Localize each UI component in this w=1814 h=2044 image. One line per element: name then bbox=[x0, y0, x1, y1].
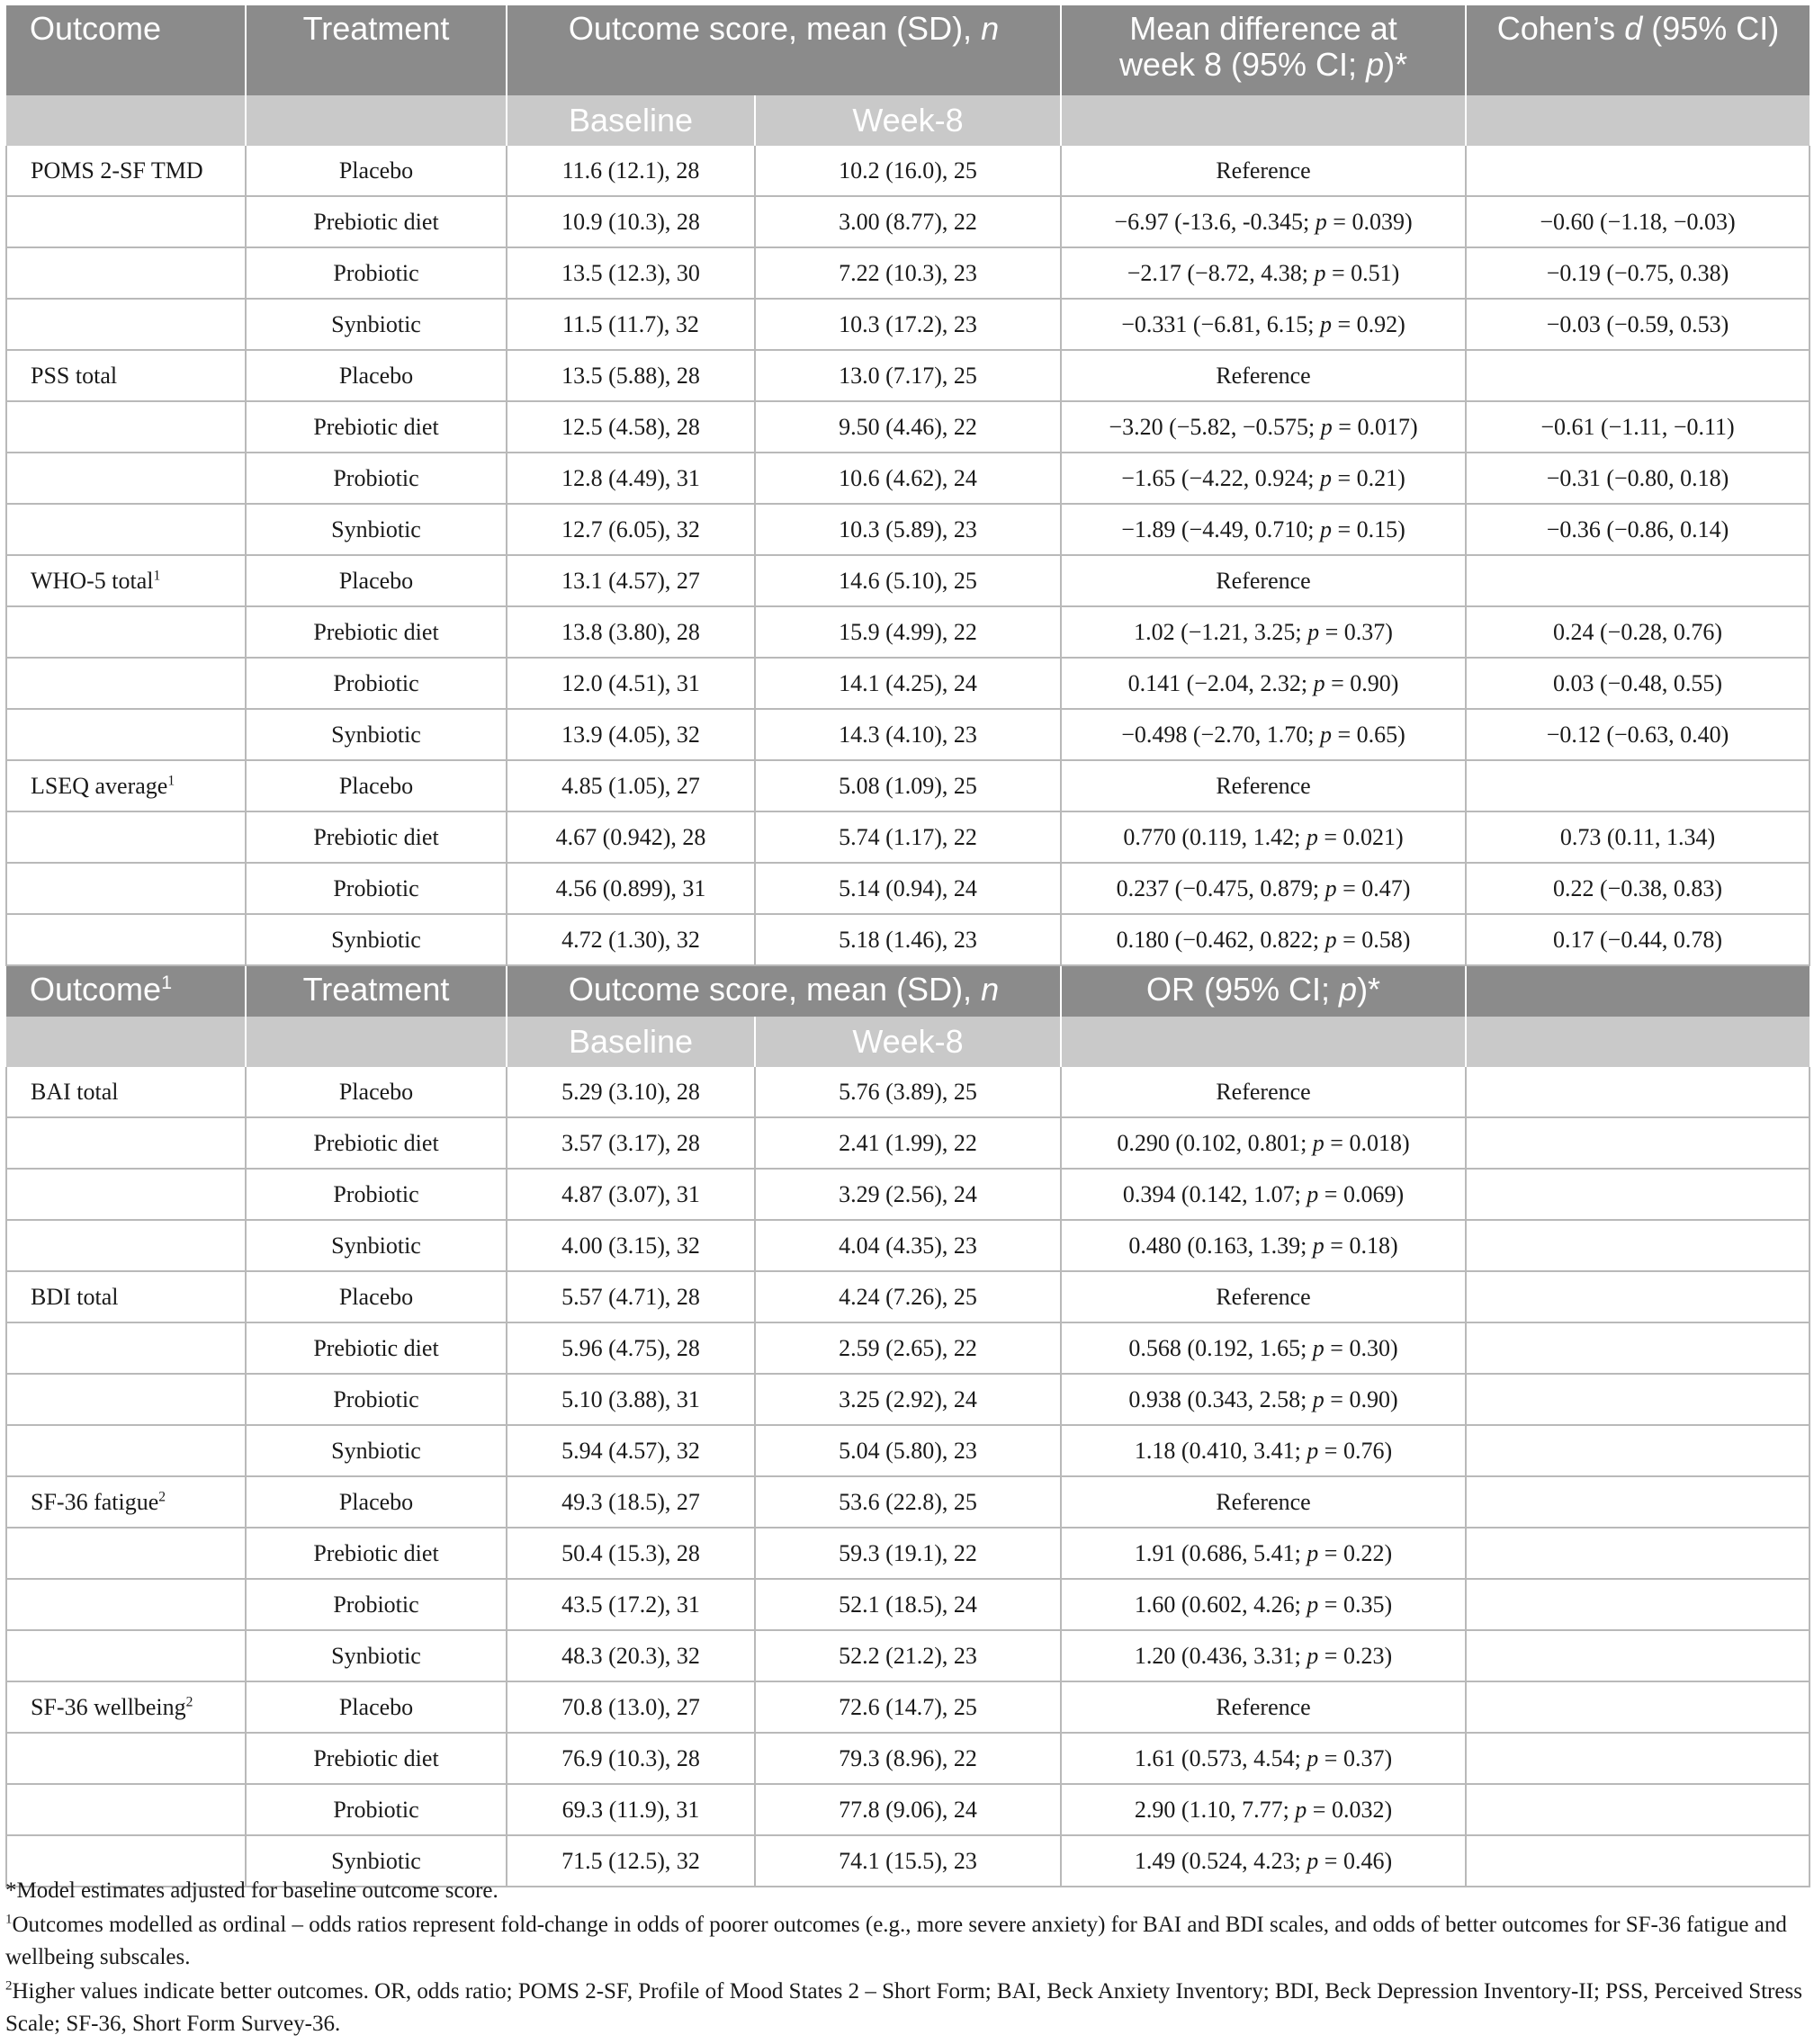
section1-body bbox=[6, 146, 1810, 965]
week8-cell: 74.1 (15.5), 23 bbox=[755, 1835, 1061, 1887]
treatment-cell: Prebiotic diet bbox=[246, 196, 507, 247]
treatment-cell: Synbiotic bbox=[246, 1220, 507, 1271]
baseline-cell: 48.3 (20.3), 32 bbox=[507, 1630, 755, 1681]
table-row bbox=[6, 863, 1810, 914]
mean-difference-cell: −3.20 (−5.82, −0.575; p = 0.017) bbox=[1061, 401, 1466, 453]
outcome-cell bbox=[6, 658, 246, 709]
week8-cell: 3.25 (2.92), 24 bbox=[755, 1374, 1061, 1425]
treatment-cell: Probiotic bbox=[246, 658, 507, 709]
treatment-cell: Placebo bbox=[246, 760, 507, 811]
outcome-cell: BAI total bbox=[6, 1067, 246, 1117]
table-row bbox=[6, 401, 1810, 453]
empty-cell bbox=[1466, 1220, 1810, 1271]
treatment-cell: Synbiotic bbox=[246, 914, 507, 965]
treatment-cell: Placebo bbox=[246, 1067, 507, 1117]
treatment-cell: Probiotic bbox=[246, 1169, 507, 1220]
section2-body bbox=[6, 1067, 1810, 1887]
odds-ratio-cell: Reference bbox=[1061, 1271, 1466, 1322]
empty-cell bbox=[1466, 1476, 1810, 1528]
outcome-cell bbox=[6, 1733, 246, 1784]
header-outcome-score: Outcome score, mean (SD), n bbox=[507, 965, 1061, 1017]
outcomes-table bbox=[5, 5, 1810, 1887]
outcome-cell: SF-36 wellbeing$^2$ bbox=[6, 1681, 246, 1733]
outcome-cell bbox=[6, 1169, 246, 1220]
outcome-cell bbox=[6, 1528, 246, 1579]
mean-difference-cell: Reference bbox=[1061, 760, 1466, 811]
empty-cell bbox=[1466, 1322, 1810, 1374]
subheader-baseline: Baseline bbox=[507, 95, 755, 146]
mean-difference-cell: −0.331 (−6.81, 6.15; p = 0.92) bbox=[1061, 299, 1466, 350]
treatment-cell: Prebiotic diet bbox=[246, 1322, 507, 1374]
outcome-cell: BDI total bbox=[6, 1271, 246, 1322]
cohens-d-cell: −0.31 (−0.80, 0.18) bbox=[1466, 453, 1810, 504]
treatment-cell: Placebo bbox=[246, 1476, 507, 1528]
table-row bbox=[6, 1067, 1810, 1117]
empty-cell bbox=[1466, 1528, 1810, 1579]
table-row bbox=[6, 1322, 1810, 1374]
week8-cell: 14.3 (4.10), 23 bbox=[755, 709, 1061, 760]
week8-cell: 10.3 (17.2), 23 bbox=[755, 299, 1061, 350]
baseline-cell: 13.8 (3.80), 28 bbox=[507, 606, 755, 658]
cohens-d-cell: 0.24 (−0.28, 0.76) bbox=[1466, 606, 1810, 658]
week8-cell: 5.14 (0.94), 24 bbox=[755, 863, 1061, 914]
outcome-cell bbox=[6, 453, 246, 504]
baseline-cell: 13.5 (12.3), 30 bbox=[507, 247, 755, 299]
week8-cell: 3.00 (8.77), 22 bbox=[755, 196, 1061, 247]
cohens-d-cell: −0.03 (−0.59, 0.53) bbox=[1466, 299, 1810, 350]
footnote-1: $^1$Outcomes modelled as ordinal – odds ratios represent fold-change in odds of poorer outcomes (e.g., more severe anxiety) for BAI and BDI scales, and odds of better outcomes for SF-36 fatigue and wellbeing subscales. bbox=[5, 1912, 1787, 1969]
outcome-cell bbox=[6, 504, 246, 555]
week8-cell: 10.6 (4.62), 24 bbox=[755, 453, 1061, 504]
header-treatment: Treatment bbox=[246, 5, 507, 95]
treatment-cell: Prebiotic diet bbox=[246, 1528, 507, 1579]
baseline-cell: 71.5 (12.5), 32 bbox=[507, 1835, 755, 1887]
outcome-cell bbox=[6, 247, 246, 299]
outcome-cell bbox=[6, 914, 246, 965]
header-outcome: Outcome bbox=[6, 5, 246, 95]
mean-difference-cell: −2.17 (−8.72, 4.38; p = 0.51) bbox=[1061, 247, 1466, 299]
treatment-cell: Prebiotic diet bbox=[246, 1117, 507, 1169]
table-row bbox=[6, 1579, 1810, 1630]
outcome-cell: WHO-5 total$^1$ bbox=[6, 555, 246, 606]
week8-cell: 5.74 (1.17), 22 bbox=[755, 811, 1061, 863]
week8-cell: 77.8 (9.06), 24 bbox=[755, 1784, 1061, 1835]
treatment-cell: Probiotic bbox=[246, 863, 507, 914]
treatment-cell: Probiotic bbox=[246, 247, 507, 299]
week8-cell: 5.76 (3.89), 25 bbox=[755, 1067, 1061, 1117]
mean-difference-cell: −0.498 (−2.70, 1.70; p = 0.65) bbox=[1061, 709, 1466, 760]
week8-cell: 5.08 (1.09), 25 bbox=[755, 760, 1061, 811]
empty-cell bbox=[1466, 1117, 1810, 1169]
subheader-empty bbox=[6, 1017, 246, 1067]
treatment-cell: Placebo bbox=[246, 350, 507, 401]
outcome-cell: SF-36 fatigue$^2$ bbox=[6, 1476, 246, 1528]
outcome-cell bbox=[6, 1425, 246, 1476]
subheader-empty bbox=[246, 95, 507, 146]
table-row bbox=[6, 1220, 1810, 1271]
table-row bbox=[6, 811, 1810, 863]
baseline-cell: 10.9 (10.3), 28 bbox=[507, 196, 755, 247]
baseline-cell: 12.7 (6.05), 32 bbox=[507, 504, 755, 555]
subheader-empty bbox=[1061, 1017, 1466, 1067]
header-mean-difference: Mean difference at week 8 (95% CI; p)* bbox=[1061, 5, 1466, 95]
empty-cell bbox=[1466, 1733, 1810, 1784]
treatment-cell: Probiotic bbox=[246, 453, 507, 504]
baseline-cell: 5.29 (3.10), 28 bbox=[507, 1067, 755, 1117]
odds-ratio-cell: 2.90 (1.10, 7.77; p = 0.032) bbox=[1061, 1784, 1466, 1835]
baseline-cell: 69.3 (11.9), 31 bbox=[507, 1784, 755, 1835]
table-row bbox=[6, 1169, 1810, 1220]
odds-ratio-cell: 0.480 (0.163, 1.39; p = 0.18) bbox=[1061, 1220, 1466, 1271]
mean-difference-cell: −1.65 (−4.22, 0.924; p = 0.21) bbox=[1061, 453, 1466, 504]
table-row bbox=[6, 453, 1810, 504]
outcome-cell: PSS total bbox=[6, 350, 246, 401]
header-treatment: Treatment bbox=[246, 965, 507, 1017]
empty-cell bbox=[1466, 1169, 1810, 1220]
treatment-cell: Placebo bbox=[246, 146, 507, 196]
mean-difference-cell: −6.97 (-13.6, -0.345; p = 0.039) bbox=[1061, 196, 1466, 247]
section2-header bbox=[6, 965, 1810, 1067]
treatment-cell: Probiotic bbox=[246, 1374, 507, 1425]
outcome-cell bbox=[6, 1322, 246, 1374]
cohens-d-cell bbox=[1466, 146, 1810, 196]
footnote-asterisk: *Model estimates adjusted for baseline outcome score. bbox=[5, 1878, 498, 1903]
mean-difference-cell: 0.180 (−0.462, 0.822; p = 0.58) bbox=[1061, 914, 1466, 965]
subheader-empty bbox=[1466, 95, 1810, 146]
table-row bbox=[6, 350, 1810, 401]
baseline-cell: 76.9 (10.3), 28 bbox=[507, 1733, 755, 1784]
mean-difference-cell: Reference bbox=[1061, 146, 1466, 196]
table-row bbox=[6, 196, 1810, 247]
week8-cell: 5.04 (5.80), 23 bbox=[755, 1425, 1061, 1476]
outcome-cell bbox=[6, 811, 246, 863]
outcome-cell: POMS 2-SF TMD bbox=[6, 146, 246, 196]
baseline-cell: 13.5 (5.88), 28 bbox=[507, 350, 755, 401]
outcome-cell bbox=[6, 1784, 246, 1835]
subheader-empty bbox=[1466, 1017, 1810, 1067]
mean-difference-cell: −1.89 (−4.49, 0.710; p = 0.15) bbox=[1061, 504, 1466, 555]
baseline-cell: 4.87 (3.07), 31 bbox=[507, 1169, 755, 1220]
table-row bbox=[6, 914, 1810, 965]
baseline-cell: 5.96 (4.75), 28 bbox=[507, 1322, 755, 1374]
week8-cell: 72.6 (14.7), 25 bbox=[755, 1681, 1061, 1733]
outcome-cell bbox=[6, 1579, 246, 1630]
cohens-d-cell: 0.17 (−0.44, 0.78) bbox=[1466, 914, 1810, 965]
mean-difference-cell: 0.141 (−2.04, 2.32; p = 0.90) bbox=[1061, 658, 1466, 709]
table-row bbox=[6, 1681, 1810, 1733]
table-row bbox=[6, 1117, 1810, 1169]
week8-cell: 53.6 (22.8), 25 bbox=[755, 1476, 1061, 1528]
cohens-d-cell: −0.61 (−1.11, −0.11) bbox=[1466, 401, 1810, 453]
week8-cell: 2.59 (2.65), 22 bbox=[755, 1322, 1061, 1374]
baseline-cell: 50.4 (15.3), 28 bbox=[507, 1528, 755, 1579]
section1-header bbox=[6, 5, 1810, 146]
table-row bbox=[6, 658, 1810, 709]
mean-difference-cell: 0.770 (0.119, 1.42; p = 0.021) bbox=[1061, 811, 1466, 863]
table-row bbox=[6, 709, 1810, 760]
week8-cell: 2.41 (1.99), 22 bbox=[755, 1117, 1061, 1169]
empty-cell bbox=[1466, 1681, 1810, 1733]
treatment-cell: Synbiotic bbox=[246, 709, 507, 760]
week8-cell: 4.24 (7.26), 25 bbox=[755, 1271, 1061, 1322]
week8-cell: 52.1 (18.5), 24 bbox=[755, 1579, 1061, 1630]
baseline-cell: 5.94 (4.57), 32 bbox=[507, 1425, 755, 1476]
week8-cell: 14.6 (5.10), 25 bbox=[755, 555, 1061, 606]
outcome-cell: LSEQ average$^1$ bbox=[6, 760, 246, 811]
header-outcome: Outcome$^1$ bbox=[6, 965, 246, 1017]
week8-cell: 13.0 (7.17), 25 bbox=[755, 350, 1061, 401]
baseline-cell: 12.5 (4.58), 28 bbox=[507, 401, 755, 453]
subheader-empty bbox=[6, 95, 246, 146]
outcome-cell bbox=[6, 1630, 246, 1681]
odds-ratio-cell: 1.61 (0.573, 4.54; p = 0.37) bbox=[1061, 1733, 1466, 1784]
empty-cell bbox=[1466, 1067, 1810, 1117]
table-row bbox=[6, 1374, 1810, 1425]
week8-cell: 7.22 (10.3), 23 bbox=[755, 247, 1061, 299]
odds-ratio-cell: 0.568 (0.192, 1.65; p = 0.30) bbox=[1061, 1322, 1466, 1374]
subheader-empty bbox=[1061, 95, 1466, 146]
subheader-week8: Week-8 bbox=[755, 1017, 1061, 1067]
outcome-cell bbox=[6, 196, 246, 247]
baseline-cell: 4.00 (3.15), 32 bbox=[507, 1220, 755, 1271]
table-row bbox=[6, 504, 1810, 555]
cohens-d-cell: −0.19 (−0.75, 0.38) bbox=[1466, 247, 1810, 299]
treatment-cell: Prebiotic diet bbox=[246, 606, 507, 658]
outcome-cell bbox=[6, 709, 246, 760]
odds-ratio-cell: Reference bbox=[1061, 1476, 1466, 1528]
odds-ratio-cell: 0.938 (0.343, 2.58; p = 0.90) bbox=[1061, 1374, 1466, 1425]
treatment-cell: Synbiotic bbox=[246, 504, 507, 555]
baseline-cell: 4.67 (0.942), 28 bbox=[507, 811, 755, 863]
week8-cell: 15.9 (4.99), 22 bbox=[755, 606, 1061, 658]
subheader-week8: Week-8 bbox=[755, 95, 1061, 146]
cohens-d-cell: −0.12 (−0.63, 0.40) bbox=[1466, 709, 1810, 760]
treatment-cell: Synbiotic bbox=[246, 1425, 507, 1476]
cohens-d-cell: −0.60 (−1.18, −0.03) bbox=[1466, 196, 1810, 247]
header-empty bbox=[1466, 965, 1810, 1017]
outcome-cell bbox=[6, 1374, 246, 1425]
table-row bbox=[6, 1476, 1810, 1528]
week8-cell: 14.1 (4.25), 24 bbox=[755, 658, 1061, 709]
header-outcome-score: Outcome score, mean (SD), n bbox=[507, 5, 1061, 95]
treatment-cell: Prebiotic diet bbox=[246, 811, 507, 863]
cohens-d-cell bbox=[1466, 350, 1810, 401]
baseline-cell: 11.6 (12.1), 28 bbox=[507, 146, 755, 196]
week8-cell: 9.50 (4.46), 22 bbox=[755, 401, 1061, 453]
week8-cell: 59.3 (19.1), 22 bbox=[755, 1528, 1061, 1579]
table-row bbox=[6, 1528, 1810, 1579]
baseline-cell: 43.5 (17.2), 31 bbox=[507, 1579, 755, 1630]
odds-ratio-cell: 1.20 (0.436, 3.31; p = 0.23) bbox=[1061, 1630, 1466, 1681]
baseline-cell: 70.8 (13.0), 27 bbox=[507, 1681, 755, 1733]
odds-ratio-cell: 1.60 (0.602, 4.26; p = 0.35) bbox=[1061, 1579, 1466, 1630]
treatment-cell: Probiotic bbox=[246, 1784, 507, 1835]
odds-ratio-cell: 1.18 (0.410, 3.41; p = 0.76) bbox=[1061, 1425, 1466, 1476]
cohens-d-cell bbox=[1466, 760, 1810, 811]
treatment-cell: Probiotic bbox=[246, 1579, 507, 1630]
table-row bbox=[6, 555, 1810, 606]
treatment-cell: Placebo bbox=[246, 1681, 507, 1733]
baseline-cell: 12.8 (4.49), 31 bbox=[507, 453, 755, 504]
treatment-cell: Synbiotic bbox=[246, 299, 507, 350]
baseline-cell: 4.72 (1.30), 32 bbox=[507, 914, 755, 965]
odds-ratio-cell: Reference bbox=[1061, 1681, 1466, 1733]
empty-cell bbox=[1466, 1579, 1810, 1630]
week8-cell: 10.3 (5.89), 23 bbox=[755, 504, 1061, 555]
week8-cell: 52.2 (21.2), 23 bbox=[755, 1630, 1061, 1681]
subheader-empty bbox=[246, 1017, 507, 1067]
header-cohens-d: Cohen’s d (95% CI) bbox=[1466, 5, 1810, 95]
empty-cell bbox=[1466, 1425, 1810, 1476]
table-row bbox=[6, 760, 1810, 811]
week8-cell: 79.3 (8.96), 22 bbox=[755, 1733, 1061, 1784]
footnote-2: $^2$Higher values indicate better outcomes. OR, odds ratio; POMS 2-SF, Profile of Mood States 2 – Short Form; BAI, Beck Anxiety Inventory; BDI, Beck Depression Inventory-II; PSS, Perceived Stress Scale; SF-36, Short Form Survey-36. bbox=[5, 1978, 1802, 2036]
week8-cell: 10.2 (16.0), 25 bbox=[755, 146, 1061, 196]
outcome-cell bbox=[6, 863, 246, 914]
cohens-d-cell bbox=[1466, 555, 1810, 606]
cohens-d-cell: 0.22 (−0.38, 0.83) bbox=[1466, 863, 1810, 914]
outcome-cell bbox=[6, 606, 246, 658]
week8-cell: 4.04 (4.35), 23 bbox=[755, 1220, 1061, 1271]
mean-difference-cell: Reference bbox=[1061, 350, 1466, 401]
table-row bbox=[6, 606, 1810, 658]
table-row bbox=[6, 1630, 1810, 1681]
treatment-cell: Synbiotic bbox=[246, 1630, 507, 1681]
cohens-d-cell: 0.03 (−0.48, 0.55) bbox=[1466, 658, 1810, 709]
mean-difference-cell: Reference bbox=[1061, 555, 1466, 606]
cohens-d-cell: −0.36 (−0.86, 0.14) bbox=[1466, 504, 1810, 555]
odds-ratio-cell: 1.49 (0.524, 4.23; p = 0.46) bbox=[1061, 1835, 1466, 1887]
outcome-cell bbox=[6, 299, 246, 350]
empty-cell bbox=[1466, 1630, 1810, 1681]
cohens-d-cell: 0.73 (0.11, 1.34) bbox=[1466, 811, 1810, 863]
treatment-cell: Placebo bbox=[246, 555, 507, 606]
table-row bbox=[6, 1271, 1810, 1322]
outcome-cell bbox=[6, 401, 246, 453]
baseline-cell: 3.57 (3.17), 28 bbox=[507, 1117, 755, 1169]
week8-cell: 5.18 (1.46), 23 bbox=[755, 914, 1061, 965]
treatment-cell: Synbiotic bbox=[246, 1835, 507, 1887]
odds-ratio-cell: 0.290 (0.102, 0.801; p = 0.018) bbox=[1061, 1117, 1466, 1169]
table-row bbox=[6, 1425, 1810, 1476]
baseline-cell: 5.10 (3.88), 31 bbox=[507, 1374, 755, 1425]
odds-ratio-cell: Reference bbox=[1061, 1067, 1466, 1117]
mean-difference-cell: 1.02 (−1.21, 3.25; p = 0.37) bbox=[1061, 606, 1466, 658]
treatment-cell: Placebo bbox=[246, 1271, 507, 1322]
baseline-cell: 12.0 (4.51), 31 bbox=[507, 658, 755, 709]
baseline-cell: 11.5 (11.7), 32 bbox=[507, 299, 755, 350]
baseline-cell: 49.3 (18.5), 27 bbox=[507, 1476, 755, 1528]
outcome-cell bbox=[6, 1220, 246, 1271]
empty-cell bbox=[1466, 1271, 1810, 1322]
odds-ratio-cell: 1.91 (0.686, 5.41; p = 0.22) bbox=[1061, 1528, 1466, 1579]
odds-ratio-cell: 0.394 (0.142, 1.07; p = 0.069) bbox=[1061, 1169, 1466, 1220]
treatment-cell: Prebiotic diet bbox=[246, 1733, 507, 1784]
table-row bbox=[6, 1733, 1810, 1784]
subheader-baseline: Baseline bbox=[507, 1017, 755, 1067]
treatment-cell: Prebiotic diet bbox=[246, 401, 507, 453]
table-row bbox=[6, 1784, 1810, 1835]
week8-cell: 3.29 (2.56), 24 bbox=[755, 1169, 1061, 1220]
baseline-cell: 4.85 (1.05), 27 bbox=[507, 760, 755, 811]
baseline-cell: 4.56 (0.899), 31 bbox=[507, 863, 755, 914]
mean-difference-cell: 0.237 (−0.475, 0.879; p = 0.47) bbox=[1061, 863, 1466, 914]
table-row bbox=[6, 299, 1810, 350]
empty-cell bbox=[1466, 1374, 1810, 1425]
table-row bbox=[6, 247, 1810, 299]
table-row bbox=[6, 146, 1810, 196]
outcome-cell bbox=[6, 1117, 246, 1169]
empty-cell bbox=[1466, 1784, 1810, 1835]
baseline-cell: 13.1 (4.57), 27 bbox=[507, 555, 755, 606]
header-odds-ratio: OR (95% CI; p)* bbox=[1061, 965, 1466, 1017]
baseline-cell: 13.9 (4.05), 32 bbox=[507, 709, 755, 760]
baseline-cell: 5.57 (4.71), 28 bbox=[507, 1271, 755, 1322]
